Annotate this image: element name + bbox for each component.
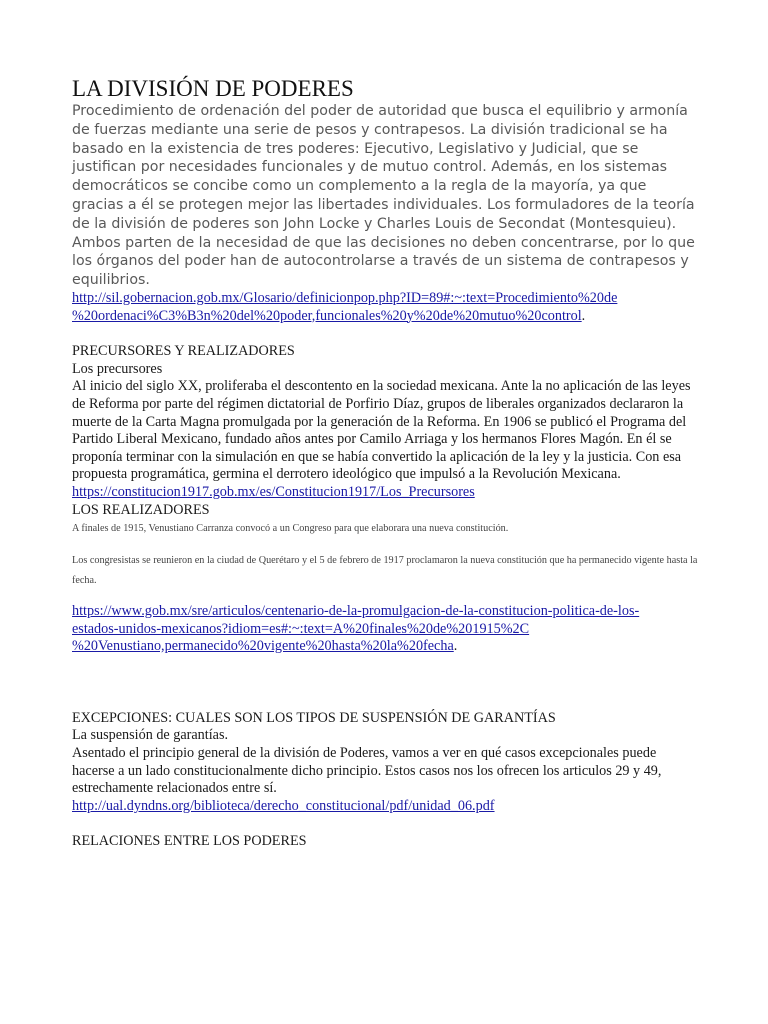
excepciones-paragraph: Asentado el principio general de la división de Poderes, vamos a ver en qué casos excepcionales puede hacerse a un lado constitucionalmente dicho principio. Estos casos nos los ofrecen los articulos 29 y 49, estrechamente relacionados entre sí. bbox=[72, 745, 662, 797]
realizadores-paragraph-2: Los congresistas se reunieron en la ciudad de Querétaro y el 5 de febrero de 1917 proclamaron la nueva constitución que ha permanecido vigente hasta la fecha. bbox=[72, 555, 698, 587]
link-trail-dot: . bbox=[581, 307, 586, 324]
precursores-paragraph: Al inicio del siglo XX, proliferaba el descontento en la sociedad mexicana. Ante la no aplicación de las leyes de Reforma por parte del régimen dictatorial de Porfirio Díaz, grupos de liberales organizados declararon la muerte de la Carta Magna promulgada por la generación de la Reforma. En 1906 se publicó el Programa del Partido Liberal Mexicano, fundado años antes por Camilo Arriaga y los hermanos Flores Magón. En él se proponía terminar con la simulación en que se había convertido la aplicación de la ley y la justicia. Con esa propuesta programática, germina el derrotero ideológico que impulsó a la Revolución Mexicana. bbox=[72, 378, 691, 483]
realizadores-link[interactable] bbox=[72, 603, 639, 654]
realizadores-link-wrapper bbox=[72, 603, 698, 656]
page-title: LA DIVISIÓN DE PODERES bbox=[72, 76, 354, 101]
section-heading-relaciones: RELACIONES ENTRE LOS PODERES bbox=[72, 833, 307, 850]
section-heading-precursores: PRECURSORES Y REALIZADORES bbox=[72, 343, 295, 360]
realizadores-paragraph-1: A finales de 1915, Venustiano Carranza convocó a un Congreso para que elaborara una nueva constitución. bbox=[72, 523, 509, 535]
precursores-link-wrapper bbox=[72, 484, 698, 502]
section-heading-excepciones: EXCEPCIONES: CUALES SON LOS TIPOS DE SUSPENSIÓN DE GARANTÍAS bbox=[72, 709, 556, 726]
precursores-link[interactable]: https://constitucion1917.gob.mx/es/Constitucion1917/Los_Precursores bbox=[72, 483, 475, 500]
source-link-1[interactable] bbox=[72, 290, 617, 324]
realizadores-link-line3: %20Venustiano,permanecido%20vigente%20hasta%20la%20fecha bbox=[72, 638, 454, 655]
source-link-1-line1: http://sil.gobernacion.gob.mx/Glosario/definicionpop.php?ID=89#:~:text=Procedimiento%20de bbox=[72, 289, 618, 306]
document-page bbox=[72, 76, 698, 851]
spacer bbox=[72, 815, 698, 833]
section-heading-realizadores: LOS REALIZADORES bbox=[72, 501, 210, 518]
spacer bbox=[72, 656, 698, 710]
subheading-precursores: Los precursores bbox=[72, 360, 163, 377]
excepciones-link-wrapper bbox=[72, 798, 698, 816]
intro-paragraph: Procedimiento de ordenación del poder de autoridad que busca el equilibrio y armonía de fuerzas mediante una serie de pesos y contrapesos. La división tradicional se ha basado en la existencia de tres poderes: Ejecutivo, Legislativo y Judicial, que se justifican por necesidades funcionales y de mutuo control. Además, en los sistemas democráticos se concibe como un complemento a la regla de la mayoría, ya que gracias a él se protegen mejor las libertades individuales. Los formuladores de la teoría de la división de poderes son John Locke y Charles Louis de Secondat (Montesquieu). Ambos parten de la necesidad de que las decisiones no deben concentrarse, por lo que los órganos del poder han de autocontrolarse a través de un sistema de contrapesos y equilibrios. bbox=[72, 103, 695, 289]
excepciones-link[interactable]: http://ual.dyndns.org/biblioteca/derecho_constitucional/pdf/unidad_06.pdf bbox=[72, 797, 495, 814]
spacer bbox=[72, 591, 698, 603]
source-link-1-line2: %20ordenaci%C3%B3n%20del%20poder,funcionales%20y%20de%20mutuo%20control bbox=[72, 307, 582, 324]
excepciones-subheading: La suspensión de garantías. bbox=[72, 727, 229, 744]
spacer bbox=[72, 539, 698, 551]
link-trail-dot: . bbox=[453, 638, 458, 655]
source-link-1-wrapper bbox=[72, 290, 698, 325]
spacer bbox=[72, 325, 698, 343]
realizadores-link-line2: estados-unidos-mexicanos?idiom=es#:~:text=A%20finales%20de%201915%2C bbox=[72, 620, 530, 637]
realizadores-link-line1: https://www.gob.mx/sre/articulos/centenario-de-la-promulgacion-de-la-constitucion-politica-de-los- bbox=[72, 603, 640, 620]
